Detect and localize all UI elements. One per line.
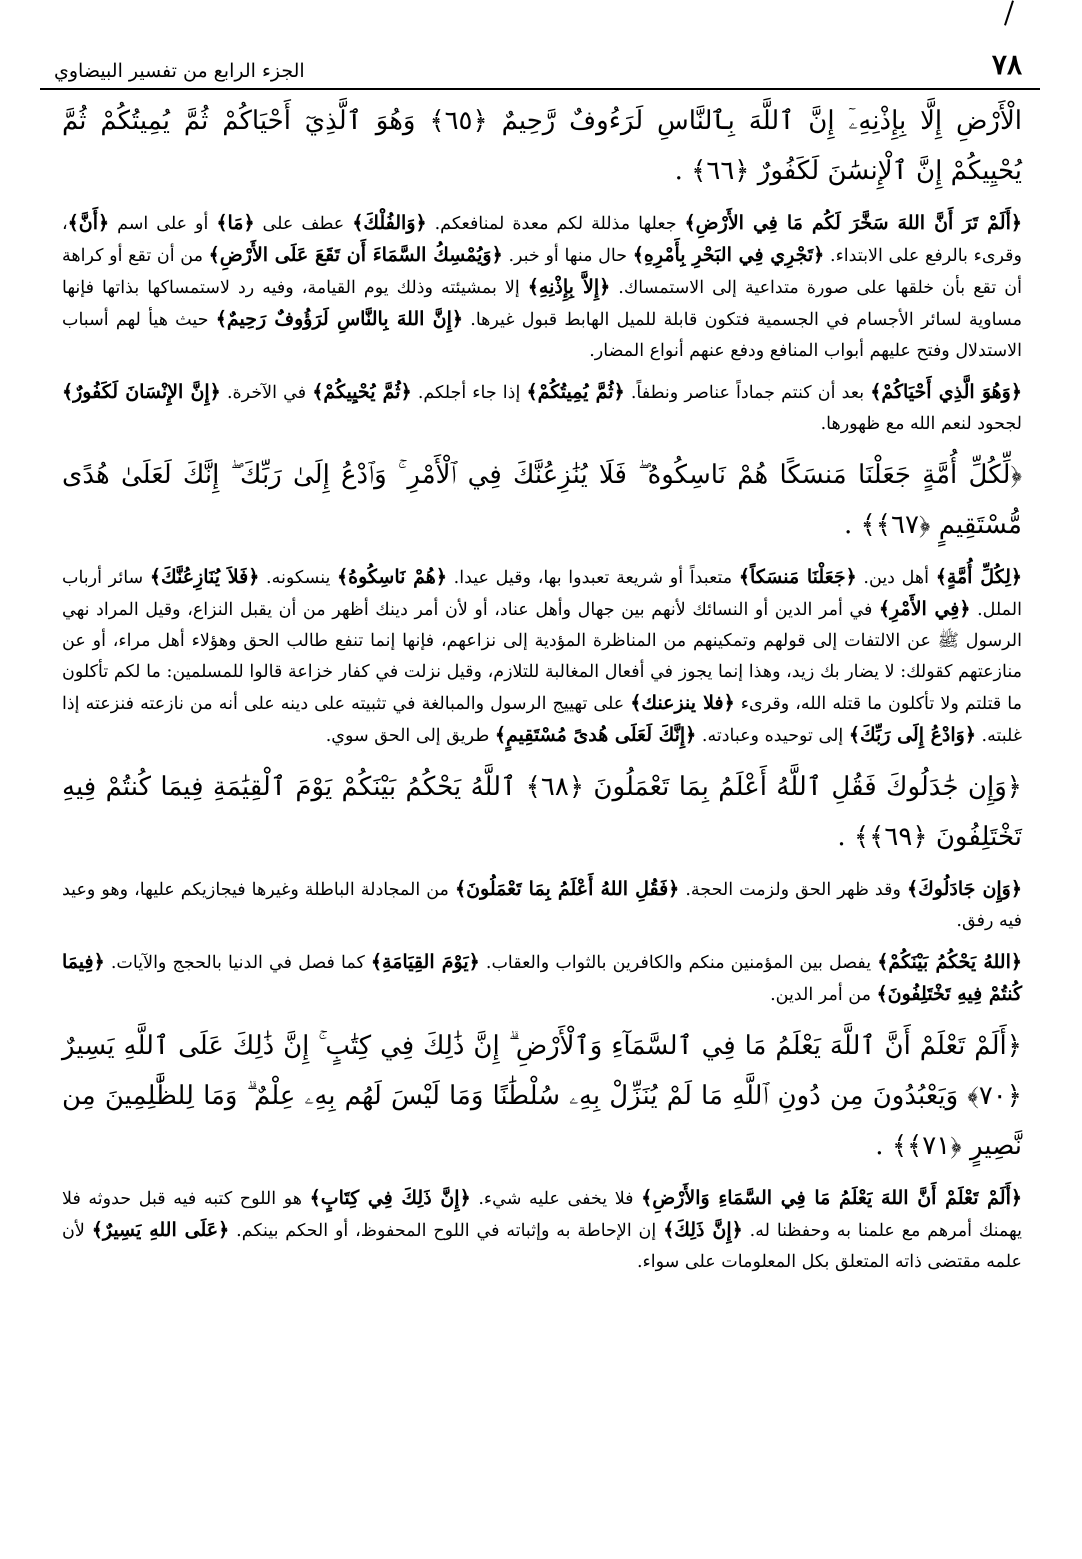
- commentary-paragraph: ﴿وَهُوَ الَّذِي أَحْيَاكُمْ﴾ بعد أن كنتم جماداً عناصر ونطفاً. ﴿ثُمَّ يُمِيتُكُمْ﴾ إذا جاء أجلكم. ﴿ثُمَّ يُحْيِيكُمْ﴾ في الآخرة. ﴿إِنَّ الإِنْسَانَ لَكَفُورٌ﴾ لجحود لنعم الله مع ظهورها.: [62, 381, 1022, 434]
- page-body: [62, 96, 1022, 1288]
- commentary-paragraph: ﴿أَلَمْ تَعْلَمْ أَنَّ اللهَ يَعْلَمُ مَا فِي السَّمَاءِ وَالأَرْضِ﴾ فلا يخفى عليه شيء. ﴿إِنَّ ذَلِكَ فِي كِتَابٍ﴾ هو اللوح كتبه فيه قبل حدوثه فلا يهمنك أمرهم مع علمنا به وحفظنا له. ﴿إِنَّ ذَلِكَ﴾ إن الإحاطة به وإثباته في اللوح المحفوظ، أو الحكم بينكم. ﴿عَلَى اللهِ يَسِيرٌ﴾ لأن علمه مقتضى ذاته المتعلق بكل المعلومات على سواء.: [62, 1187, 1022, 1272]
- commentary-paragraph: ﴿لِكُلِّ أُمَّةٍ﴾ أهل دين. ﴿جَعَلْنَا مَنسَكاً﴾ متعبداً أو شريعة تعبدوا بها، وقيل عيدا. ﴿هُمْ نَاسِكُوهُ﴾ ينسكونه. ﴿فَلاَ يُنَازِعُنَّكَ﴾ سائر أرباب الملل. ﴿فِي الأَمْرِ﴾ في أمر الدين أو النسائك لأنهم بين جهال وأهل عناد، أو لأن أمر دينك أظهر من أن يقبل النزاع، وقيل المراد نهي الرسول ﷺ عن الالتفات إلى قولهم وتمكينهم من المناظرة المؤدية إلى نزاعهم، فإنها إنما تنفع طالب الحق وهؤلاء أهل مراء، أو عن منازعتهم كقولك: لا يضار بك زيد، وهذا إنما يجوز في أفعال المغالبة للتلازم، وقيل نزلت في كفار خزاعة قالوا للمسلمين: ما لكم تأكلون ما قتلتم ولا تأكلون ما قتله الله، وقرىء ﴿فلا ينزعنك﴾ على تهييج الرسول والمبالغة في تثبيته على دينه على أنه من نازعته فنزعته إذا غلبته. ﴿وَادْعُ إِلَى رَبِّكَ﴾ إلى توحيده وعبادته. ﴿إِنَّكَ لَعَلَى هُدىً مُسْتَقِيمٍ﴾ طريق إلى الحق سوي.: [62, 566, 1022, 746]
- scan-mark: [1004, 0, 1014, 25]
- quran-verse: الْأَرْضِ إِلَّا بِإِذْنِهِۦٓ إِنَّ ٱللَّهَ بِٱلنَّاسِ لَرَءُوفٌ رَّحِيمٌ ﴿٦٥﴾ وَهُوَ ٱلَّذِيٓ أَحْيَاكُمْ ثُمَّ يُمِيتُكُمْ ثُمَّ يُحْيِيكُمْ إِنَّ ٱلْإِنسَٰنَ لَكَفُورٌ ﴿٦٦﴾ .: [62, 106, 1023, 186]
- quran-verse: ﴿وَإِن جَٰدَلُوكَ فَقُلِ ٱللَّهُ أَعْلَمُ بِمَا تَعْمَلُونَ ﴿٦٨﴾ ٱللَّهُ يَحْكُمُ بَيْنَكُمْ يَوْمَ ٱلْقِيَٰمَةِ فِيمَا كُنتُمْ فِيهِ تَخْتَلِفُونَ ﴿٦٩﴾﴾ .: [62, 772, 1023, 852]
- quran-verse: ﴿أَلَمْ تَعْلَمْ أَنَّ ٱللَّهَ يَعْلَمُ مَا فِي ٱلسَّمَآءِ وَٱلْأَرْضِ ۗ إِنَّ ذَٰلِكَ فِي كِتَٰبٍ ۚ إِنَّ ذَٰلِكَ عَلَى ٱللَّهِ يَسِيرٌ ﴿٧٠﴾ وَيَعْبُدُونَ مِن دُونِ ٱللَّهِ مَا لَمْ يُنَزِّلْ بِهِۦ سُلْطَٰنًا وَمَا لَيْسَ لَهُم بِهِۦ عِلْمٌ ۗ وَمَا لِلظَّٰلِمِينَ مِن نَّصِيرٍ ﴿٧١﴾﴾ .: [62, 1031, 1022, 1161]
- commentary-paragraph: ﴿اللهُ يَحْكُمُ بَيْنَكُمْ﴾ يفصل بين المؤمنين منكم والكافرين بالثواب والعقاب. ﴿يَوْمَ القِيَامَةِ﴾ كما فصل في الدنيا بالحجج والآيات. ﴿فِيمَا كُنتُمْ فِيهِ تَخْتَلِفُونَ﴾ من أمر الدين.: [62, 951, 1022, 1005]
- commentary-paragraph: ﴿وَإِن جَادَلُوكَ﴾ وقد ظهر الحق ولزمت الحجة. ﴿فَقُلِ اللهُ أَعْلَمُ بِمَا تَعْمَلُونَ﴾ من المجادلة الباطلة وغيرها فيجازيكم عليها، وهو وعيد فيه رفق.: [62, 878, 1022, 931]
- quran-verse: ﴿لِّكُلِّ أُمَّةٍ جَعَلْنَا مَنسَكًا هُمْ نَاسِكُوهُ ۖ فَلَا يُنَٰزِعُنَّكَ فِي ٱلْأَمْرِ ۚ وَٱدْعُ إِلَىٰ رَبِّكَ ۖ إِنَّكَ لَعَلَىٰ هُدًى مُّسْتَقِيمٍ ﴿٦٧﴾﴾ .: [62, 460, 1022, 540]
- page-number: ٧٨: [991, 48, 1022, 81]
- commentary-paragraph: ﴿أَلَمْ تَرَ أَنَّ اللهَ سَخَّرَ لَكُم مَا فِي الأَرْضِ﴾ جعلها مذللة لكم معدة لمنافعكم. ﴿وَالفُلْكَ﴾ عطف على ﴿مَا﴾ أو على اسم ﴿أَنَّ﴾، وقرىء بالرفع على الابتداء. ﴿تَجْرِي فِي البَحْرِ بِأَمْرِهِ﴾ حال منها أو خبر. ﴿وَيُمْسِكُ السَّمَاءَ أَن تَقَعَ عَلَى الأَرْضِ﴾ من أن تقع أو كراهة أن تقع بأن خلقها على صورة متداعية إلى الاستمساك. ﴿إِلاَّ بِإِذْنِهِ﴾ إلا بمشيئته وذلك يوم القيامة، وفيه رد لاستمساكها بذاتها فإنها مساوية لسائر الأجسام في الجسمية فتكون قابلة للميل الهابط قبول غيرها. ﴿إِنَّ اللهَ بِالنَّاسِ لَرَؤُوفٌ رَحِيمٌ﴾ حيث هيأ لهم أسباب الاستدلال وفتح عليهم أبواب المنافع ودفع عنهم أنواع المضار.: [62, 212, 1022, 361]
- book-page: [40, 0, 1040, 1559]
- page-header: [40, 42, 1040, 90]
- running-title: الجزء الرابع من تفسير البيضاوي: [54, 60, 305, 82]
